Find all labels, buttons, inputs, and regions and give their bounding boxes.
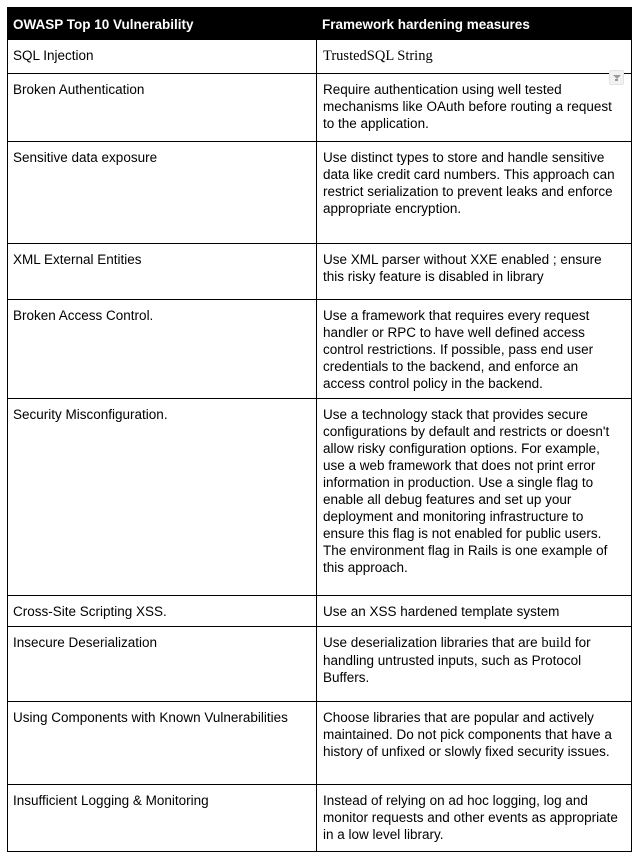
measure-text-segment: Use deserialization libraries that are (323, 635, 542, 650)
collapsed-comment-icon[interactable] (609, 70, 624, 85)
measure-text-segment: TrustedSQL String (323, 48, 433, 64)
table-header-row (8, 8, 632, 40)
table-row (8, 142, 632, 244)
measure-cell (317, 40, 632, 74)
vulnerability-cell: Using Components with Known Vulnerabilities (8, 702, 317, 785)
vulnerability-cell: Broken Access Control. (8, 300, 317, 399)
measure-cell (317, 300, 632, 399)
table-row (8, 40, 632, 74)
measure-text-segment: Require authentication using well tested mechanisms like OAuth before routing a request to the application. (323, 82, 612, 131)
vulnerability-cell: Insecure Deserialization (8, 627, 317, 702)
header-measures-column: Framework hardening measures (317, 8, 632, 40)
table-row (8, 785, 632, 852)
measure-cell (317, 627, 632, 702)
table-row (8, 74, 632, 142)
measure-text-segment: Choose libraries that are popular and actively maintained. Do not pick components that have a history of unfixed or slowly fixed security issues. (323, 710, 612, 759)
measure-text-segment: build (541, 635, 572, 651)
measure-text-segment: Use an XSS hardened template system (323, 604, 560, 619)
table-row (8, 627, 632, 702)
measure-text-segment: Use a technology stack that provides secure configurations by default and restricts or doesn't allow risky configuration options. For example, use a web framework that does not print error information in production. Use a single flag to enable all debug features and set up your deployment and monitoring infrastructure to ensure this flag is not enabled for public users. The environment flag in Rails is one example of this approach. (323, 407, 610, 575)
measure-cell (317, 785, 632, 852)
table-row (8, 244, 632, 300)
header-vulnerability-column: OWASP Top 10 Vulnerability (8, 8, 317, 40)
measure-text-segment: Use XML parser without XXE enabled ; ensure this risky feature is disabled in library (323, 252, 602, 284)
measure-cell (317, 142, 632, 244)
measure-text-segment: Use a framework that requires every request handler or RPC to have well defined access control restrictions. If possible, pass end user credentials to the backend, and enforce an access control policy in the backend. (323, 308, 594, 391)
table-row (8, 399, 632, 596)
measure-text-segment: Use distinct types to store and handle sensitive data like credit card numbers. This approach can restrict serialization to prevent leaks and enforce appropriate encryption. (323, 150, 615, 216)
vulnerability-cell: Insufficient Logging & Monitoring (8, 785, 317, 852)
measure-cell (317, 399, 632, 596)
owasp-hardening-table (7, 7, 632, 852)
table-row (8, 702, 632, 785)
measure-cell (317, 702, 632, 785)
measure-text-segment: for handling untrusted inputs, such as Protocol Buffers. (323, 635, 591, 685)
vulnerability-cell: Sensitive data exposure (8, 142, 317, 244)
vulnerability-cell: Security Misconfiguration. (8, 399, 317, 596)
vulnerability-cell: SQL Injection (8, 40, 317, 74)
vulnerability-cell: Cross-Site Scripting XSS. (8, 596, 317, 627)
vulnerability-cell: Broken Authentication (8, 74, 317, 142)
dropdown-triangle-stem (615, 79, 618, 81)
measure-cell (317, 596, 632, 627)
measure-text-segment: Instead of relying on ad hoc logging, log and monitor requests and other events as appropriate in a low level library. (323, 793, 618, 842)
measure-cell (317, 244, 632, 300)
vulnerability-cell: XML External Entities (8, 244, 317, 300)
table-row (8, 596, 632, 627)
measure-cell (317, 74, 632, 142)
table-row (8, 300, 632, 399)
